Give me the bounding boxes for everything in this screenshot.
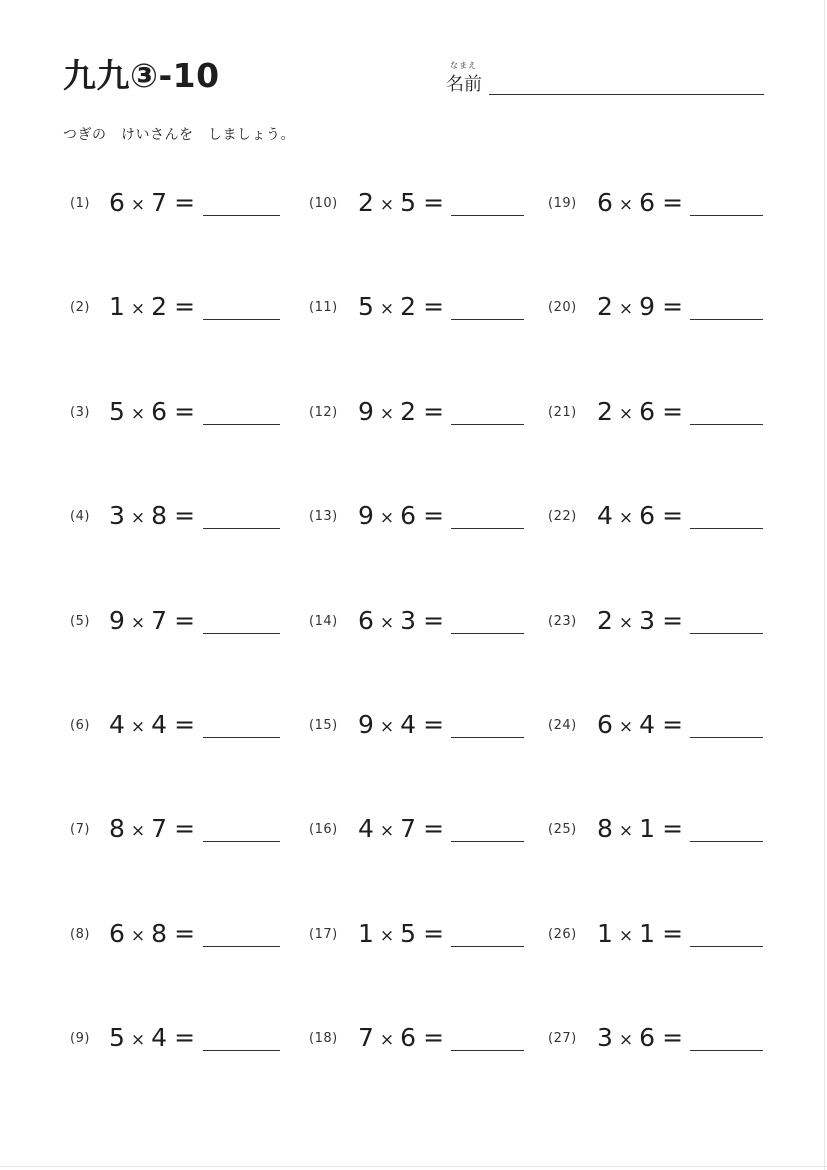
problem-number: (25)	[548, 822, 577, 837]
problem-number: (15)	[309, 718, 338, 733]
equals-sign: =	[174, 606, 196, 635]
times-sign: ×	[618, 404, 634, 424]
equals-sign: =	[662, 919, 684, 948]
multiplier: 6	[400, 1023, 417, 1052]
multiplier: 5	[400, 919, 417, 948]
equals-sign: =	[423, 919, 445, 948]
problem-number: (17)	[309, 927, 338, 942]
answer-blank[interactable]	[690, 424, 763, 425]
multiplicand: 2	[597, 292, 613, 321]
multiplication-expression	[358, 814, 444, 843]
problem-number: (13)	[309, 509, 338, 524]
problem-number: (10)	[309, 196, 338, 211]
multiplicand: 4	[597, 501, 613, 530]
multiplicand: 7	[358, 1023, 374, 1052]
answer-blank[interactable]	[451, 946, 524, 947]
problem-number: (5)	[70, 614, 90, 629]
multiplication-expression	[597, 292, 683, 321]
equals-sign: =	[423, 501, 445, 530]
problem-item	[70, 814, 300, 844]
multiplication-expression	[358, 292, 444, 321]
problem-item	[548, 710, 778, 740]
problem-number: (23)	[548, 614, 577, 629]
multiplication-expression	[358, 397, 444, 426]
equals-sign: =	[174, 1023, 196, 1052]
times-sign: ×	[379, 926, 395, 946]
times-sign: ×	[130, 195, 146, 215]
multiplicand: 5	[109, 397, 125, 426]
problem-item	[70, 710, 300, 740]
multiplication-expression	[358, 919, 444, 948]
name-label: 名前	[446, 74, 482, 95]
problem-number: (26)	[548, 927, 577, 942]
answer-blank[interactable]	[451, 633, 524, 634]
problem-number: (4)	[70, 509, 90, 524]
equals-sign: =	[174, 292, 196, 321]
problem-item	[309, 397, 539, 427]
problem-item	[548, 606, 778, 636]
problem-number: (12)	[309, 405, 338, 420]
multiplier: 6	[639, 397, 656, 426]
equals-sign: =	[662, 606, 684, 635]
equals-sign: =	[423, 710, 445, 739]
equals-sign: =	[423, 1023, 445, 1052]
multiplicand: 9	[109, 606, 125, 635]
equals-sign: =	[174, 814, 196, 843]
multiplicand: 9	[358, 397, 374, 426]
times-sign: ×	[130, 717, 146, 737]
equals-sign: =	[423, 397, 445, 426]
answer-blank[interactable]	[690, 1050, 763, 1051]
equals-sign: =	[423, 188, 445, 217]
multiplier: 2	[151, 292, 168, 321]
times-sign: ×	[130, 821, 146, 841]
multiplication-expression	[358, 710, 444, 739]
problem-number: (3)	[70, 405, 90, 420]
equals-sign: =	[662, 814, 684, 843]
times-sign: ×	[618, 299, 634, 319]
multiplier: 7	[151, 188, 168, 217]
problem-item	[548, 919, 778, 949]
multiplicand: 4	[109, 710, 125, 739]
problem-number: (11)	[309, 300, 338, 315]
times-sign: ×	[618, 821, 634, 841]
multiplicand: 1	[358, 919, 374, 948]
multiplier: 4	[151, 710, 168, 739]
answer-blank[interactable]	[451, 528, 524, 529]
multiplier: 6	[639, 501, 656, 530]
answer-blank[interactable]	[203, 633, 280, 634]
multiplicand: 4	[358, 814, 374, 843]
times-sign: ×	[379, 613, 395, 633]
equals-sign: =	[174, 397, 196, 426]
multiplicand: 3	[597, 1023, 613, 1052]
multiplicand: 1	[597, 919, 613, 948]
multiplicand: 5	[109, 1023, 125, 1052]
multiplicand: 6	[109, 919, 125, 948]
equals-sign: =	[662, 710, 684, 739]
problem-item	[309, 814, 539, 844]
problem-number: (19)	[548, 196, 577, 211]
multiplier: 7	[151, 814, 168, 843]
multiplication-expression	[358, 1023, 444, 1052]
problem-item	[70, 292, 300, 322]
page-edge	[0, 1166, 827, 1167]
answer-blank[interactable]	[203, 319, 280, 320]
multiplicand: 6	[109, 188, 125, 217]
answer-blank[interactable]	[690, 319, 763, 320]
worksheet-title: 九九③-10	[63, 56, 220, 95]
problem-item	[70, 397, 300, 427]
times-sign: ×	[618, 1030, 634, 1050]
problem-number: (6)	[70, 718, 90, 733]
times-sign: ×	[379, 1030, 395, 1050]
multiplication-expression	[109, 710, 195, 739]
times-sign: ×	[130, 404, 146, 424]
multiplication-expression	[109, 188, 195, 217]
multiplication-expression	[109, 1023, 195, 1052]
multiplication-expression	[109, 292, 195, 321]
multiplication-expression	[597, 814, 683, 843]
problem-item	[309, 1023, 539, 1053]
multiplier: 7	[400, 814, 417, 843]
multiplier: 8	[151, 919, 168, 948]
problem-item	[70, 919, 300, 949]
multiplication-expression	[358, 501, 444, 530]
multiplier: 4	[151, 1023, 168, 1052]
multiplier: 3	[639, 606, 656, 635]
multiplier: 5	[400, 188, 417, 217]
multiplication-expression	[109, 501, 195, 530]
answer-blank[interactable]	[203, 528, 280, 529]
times-sign: ×	[379, 195, 395, 215]
multiplication-expression	[597, 397, 683, 426]
problem-number: (9)	[70, 1031, 90, 1046]
answer-blank[interactable]	[203, 215, 280, 216]
answer-blank[interactable]	[451, 215, 524, 216]
multiplication-expression	[358, 188, 444, 217]
problem-number: (22)	[548, 509, 577, 524]
equals-sign: =	[662, 501, 684, 530]
multiplicand: 9	[358, 710, 374, 739]
problem-item	[309, 606, 539, 636]
multiplier: 6	[151, 397, 168, 426]
answer-blank[interactable]	[451, 841, 524, 842]
answer-blank[interactable]	[451, 424, 524, 425]
multiplication-expression	[597, 501, 683, 530]
times-sign: ×	[130, 926, 146, 946]
multiplicand: 2	[358, 188, 374, 217]
multiplication-expression	[109, 814, 195, 843]
multiplication-expression	[597, 188, 683, 217]
multiplier: 6	[400, 501, 417, 530]
multiplicand: 9	[358, 501, 374, 530]
multiplicand: 1	[109, 292, 125, 321]
problem-number: (16)	[309, 822, 338, 837]
times-sign: ×	[379, 717, 395, 737]
answer-blank[interactable]	[451, 737, 524, 738]
problem-number: (1)	[70, 196, 90, 211]
multiplication-expression	[109, 397, 195, 426]
multiplier: 4	[639, 710, 656, 739]
multiplier: 2	[400, 292, 417, 321]
problem-number: (21)	[548, 405, 577, 420]
times-sign: ×	[618, 508, 634, 528]
answer-blank[interactable]	[451, 319, 524, 320]
equals-sign: =	[423, 814, 445, 843]
multiplicand: 2	[597, 397, 613, 426]
equals-sign: =	[423, 606, 445, 635]
answer-blank[interactable]	[690, 946, 763, 947]
equals-sign: =	[662, 1023, 684, 1052]
multiplier: 1	[639, 814, 656, 843]
times-sign: ×	[379, 821, 395, 841]
multiplier: 2	[400, 397, 417, 426]
equals-sign: =	[174, 919, 196, 948]
problem-number: (8)	[70, 927, 90, 942]
multiplication-expression	[597, 919, 683, 948]
answer-blank[interactable]	[690, 215, 763, 216]
problem-number: (2)	[70, 300, 90, 315]
multiplication-expression	[109, 919, 195, 948]
times-sign: ×	[379, 508, 395, 528]
multiplication-expression	[109, 606, 195, 635]
problem-number: (27)	[548, 1031, 577, 1046]
times-sign: ×	[130, 1030, 146, 1050]
answer-blank[interactable]	[690, 737, 763, 738]
problem-number: (24)	[548, 718, 577, 733]
equals-sign: =	[662, 397, 684, 426]
answer-blank[interactable]	[203, 737, 280, 738]
name-ruby: なまえ	[450, 61, 477, 70]
times-sign: ×	[379, 404, 395, 424]
times-sign: ×	[618, 195, 634, 215]
problem-number: (14)	[309, 614, 338, 629]
multiplicand: 6	[597, 188, 613, 217]
problem-item	[70, 501, 300, 531]
answer-blank[interactable]	[451, 1050, 524, 1051]
problem-number: (20)	[548, 300, 577, 315]
multiplication-expression	[358, 606, 444, 635]
times-sign: ×	[618, 613, 634, 633]
multiplier: 8	[151, 501, 168, 530]
equals-sign: =	[662, 188, 684, 217]
name-field	[446, 60, 766, 100]
multiplier: 7	[151, 606, 168, 635]
multiplicand: 6	[358, 606, 374, 635]
problem-item	[70, 1023, 300, 1053]
problem-item	[548, 814, 778, 844]
problem-item	[548, 397, 778, 427]
instruction-text: つぎの けいさんを しましょう。	[63, 127, 295, 143]
problem-item	[309, 919, 539, 949]
name-write-line[interactable]	[489, 94, 764, 95]
problem-item	[309, 292, 539, 322]
multiplication-expression	[597, 606, 683, 635]
multiplier: 9	[639, 292, 656, 321]
equals-sign: =	[174, 501, 196, 530]
problem-item	[70, 606, 300, 636]
times-sign: ×	[618, 717, 634, 737]
problem-item	[548, 188, 778, 218]
multiplier: 6	[639, 1023, 656, 1052]
answer-blank[interactable]	[690, 528, 763, 529]
multiplier: 6	[639, 188, 656, 217]
times-sign: ×	[130, 613, 146, 633]
multiplicand: 8	[597, 814, 613, 843]
multiplier: 3	[400, 606, 417, 635]
equals-sign: =	[174, 710, 196, 739]
problem-number: (7)	[70, 822, 90, 837]
answer-blank[interactable]	[203, 946, 280, 947]
problem-item	[70, 188, 300, 218]
answer-blank[interactable]	[690, 841, 763, 842]
answer-blank[interactable]	[203, 841, 280, 842]
problem-item	[309, 710, 539, 740]
multiplication-expression	[597, 710, 683, 739]
page-edge	[824, 0, 825, 1170]
equals-sign: =	[662, 292, 684, 321]
times-sign: ×	[130, 299, 146, 319]
answer-blank[interactable]	[690, 633, 763, 634]
equals-sign: =	[174, 188, 196, 217]
problem-item	[548, 501, 778, 531]
problem-item	[548, 1023, 778, 1053]
multiplier: 1	[639, 919, 656, 948]
multiplicand: 6	[597, 710, 613, 739]
multiplicand: 3	[109, 501, 125, 530]
problem-number: (18)	[309, 1031, 338, 1046]
answer-blank[interactable]	[203, 1050, 280, 1051]
multiplication-expression	[597, 1023, 683, 1052]
multiplicand: 2	[597, 606, 613, 635]
times-sign: ×	[379, 299, 395, 319]
multiplicand: 5	[358, 292, 374, 321]
answer-blank[interactable]	[203, 424, 280, 425]
multiplicand: 8	[109, 814, 125, 843]
times-sign: ×	[130, 508, 146, 528]
equals-sign: =	[423, 292, 445, 321]
times-sign: ×	[618, 926, 634, 946]
problem-item	[548, 292, 778, 322]
problem-item	[309, 501, 539, 531]
problem-item	[309, 188, 539, 218]
multiplier: 4	[400, 710, 417, 739]
